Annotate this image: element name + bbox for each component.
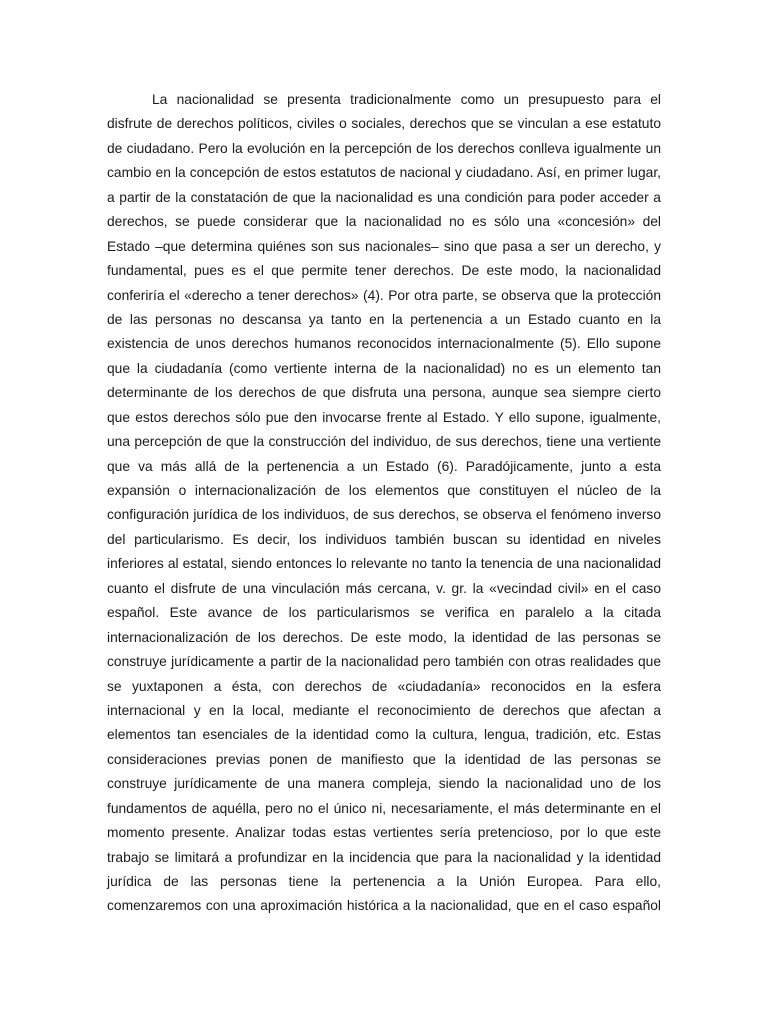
paragraph-line: se yuxtaponen a ésta, con derechos de «ciudadanía» reconocidos en la esfera: [107, 678, 661, 694]
paragraph-line: derechos, se puede considerar que la nacionalidad no es sólo una «concesión» del: [107, 214, 661, 230]
paragraph-line: inferiores al estatal, siendo entonces lo relevante no tanto la tenencia de una nacionalidad: [107, 556, 661, 572]
paragraph-line: trabajo se limitará a profundizar en la incidencia que para la nacionalidad y la identidad: [107, 849, 661, 865]
paragraph-line: disfrute de derechos políticos, civiles o sociales, derechos que se vinculan a ese estatuto: [107, 116, 661, 132]
paragraph-line: momento presente. Analizar todas estas vertientes sería pretencioso, por lo que este: [107, 825, 661, 841]
paragraph-line: consideraciones previas ponen de manifiesto que la identidad de las personas se: [107, 751, 661, 767]
paragraph-line: jurídica de las personas tiene la pertenencia a la Unión Europea. Para ello,: [107, 874, 661, 889]
paragraph-line: de las personas no descansa ya tanto en la pertenencia a un Estado cuanto en la: [107, 311, 661, 327]
paragraph-line: una percepción de que la construcción del individuo, de sus derechos, tiene una vertiente: [107, 434, 661, 450]
paragraph-line: de ciudadano. Pero la evolución en la percepción de los derechos conlleva igualmente un: [107, 140, 661, 156]
paragraph-line: que la ciudadanía (como vertiente interna de la nacionalidad) no es un elemento tan: [107, 360, 661, 376]
paragraph-line: Estado –que determina quiénes son sus nacionales– sino que pasa a ser un derecho, y: [107, 238, 661, 254]
paragraph-line: conferiría el «derecho a tener derechos» (4). Por otra parte, se observa que la protección: [107, 287, 661, 303]
paragraph-line: elementos tan esenciales de la identidad como la cultura, lengua, tradición, etc. Estas: [107, 727, 661, 743]
paragraph-line: internacional y en la local, mediante el reconocimiento de derechos que afectan a: [107, 702, 661, 718]
paragraph-line: comenzaremos con una aproximación histórica a la nacionalidad, que en el caso español: [107, 898, 661, 914]
paragraph-first-line: La nacionalidad se presenta tradicionalmente como un presupuesto para el: [152, 92, 661, 107]
body-paragraph: [107, 88, 661, 919]
paragraph-line: construye jurídicamente de una manera compleja, siendo la nacionalidad uno de los: [107, 776, 661, 792]
paragraph-line: español. Este avance de los particularismos se verifica en paralelo a la citada: [107, 605, 661, 621]
paragraph-line: existencia de unos derechos humanos reconocidos internacionalmente (5). Ello supone: [107, 336, 661, 352]
paragraph-line: determinante de los derechos de que disfruta una persona, aunque sea siempre cierto: [107, 385, 661, 401]
paragraph-line: cambio en la concepción de estos estatutos de nacional y ciudadano. Así, en primer lugar,: [107, 165, 661, 181]
paragraph-line: que va más allá de la pertenencia a un Estado (6). Paradójicamente, junto a esta: [107, 458, 661, 474]
paragraph-line: del particularismo. Es decir, los individuos también buscan su identidad en niveles: [107, 531, 661, 547]
paragraph-line: expansión o internacionalización de los elementos que constituyen el núcleo de la: [107, 483, 661, 498]
paragraph-line: fundamental, pues es el que permite tener derechos. De este modo, la nacionalidad: [107, 263, 661, 279]
paragraph-line: configuración jurídica de los individuos, de sus derechos, se observa el fenómeno inverso: [107, 507, 661, 523]
paragraph-line: cuanto el disfrute de una vinculación más cercana, v. gr. la «vecindad civil» en el caso: [107, 580, 661, 596]
paragraph-line: a partir de la constatación de que la nacionalidad es una condición para poder acceder a: [107, 189, 661, 205]
paragraph-line: fundamentos de aquélla, pero no el único ni, necesariamente, el más determinante en el: [107, 800, 661, 816]
paragraph-line: internacionalización de los derechos. De este modo, la identidad de las personas se: [107, 629, 661, 645]
paragraph-line: que estos derechos sólo pue den invocarse frente al Estado. Y ello supone, igualmente,: [107, 409, 661, 425]
paragraph-line: construye jurídicamente a partir de la nacionalidad pero también con otras realidades que: [107, 654, 661, 670]
